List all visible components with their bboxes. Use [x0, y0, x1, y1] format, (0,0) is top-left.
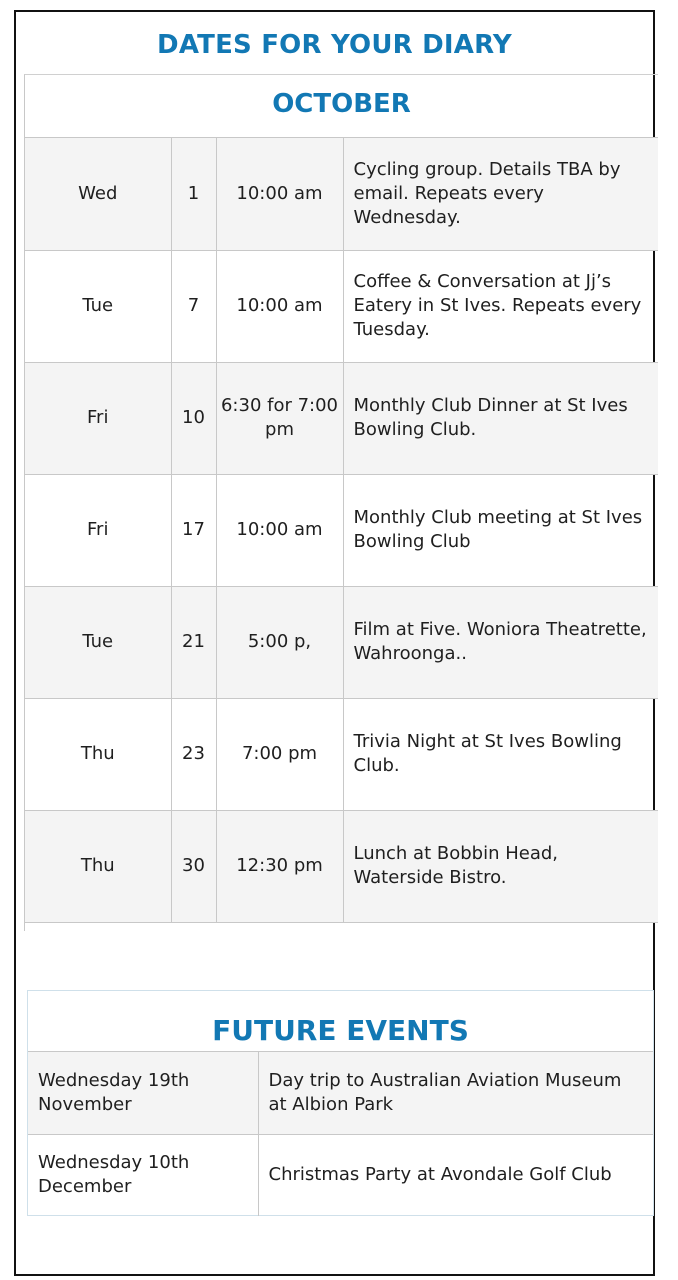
event-time: 10:00 am — [216, 138, 343, 250]
event-day: Tue — [25, 250, 171, 362]
month-heading: OCTOBER — [25, 75, 658, 138]
table-row — [25, 362, 658, 474]
event-time: 10:00 am — [216, 474, 343, 586]
event-description: Monthly Club Dinner at St Ives Bowling Club. — [343, 362, 658, 474]
october-events-table — [24, 74, 658, 931]
event-day: Thu — [25, 698, 171, 810]
table-row — [25, 698, 658, 810]
table-row — [28, 1134, 653, 1216]
event-day: Thu — [25, 810, 171, 922]
event-date: 7 — [171, 250, 216, 362]
event-date: 30 — [171, 810, 216, 922]
event-day: Fri — [25, 474, 171, 586]
future-event-date: Wednesday 10th December — [28, 1134, 258, 1216]
future-events-heading: FUTURE EVENTS — [28, 991, 653, 1052]
future-table — [28, 1052, 653, 1216]
page-title: DATES FOR YOUR DIARY — [157, 30, 512, 60]
event-description: Trivia Night at St Ives Bowling Club. — [343, 698, 658, 810]
table-row — [28, 1052, 653, 1134]
future-event-description: Day trip to Australian Aviation Museum at Albion Park — [258, 1052, 653, 1134]
table-row — [25, 810, 658, 922]
event-day: Wed — [25, 138, 171, 250]
event-date: 21 — [171, 586, 216, 698]
event-description: Cycling group. Details TBA by email. Repeats every Wednesday. — [343, 138, 658, 250]
event-time: 6:30 for 7:00 pm — [216, 362, 343, 474]
event-date: 1 — [171, 138, 216, 250]
event-time: 7:00 pm — [216, 698, 343, 810]
event-time: 10:00 am — [216, 250, 343, 362]
table-row — [25, 138, 658, 250]
event-description: Coffee & Conversation at Jj’s Eatery in St Ives. Repeats every Tuesday. — [343, 250, 658, 362]
table-row — [25, 474, 658, 586]
event-description: Film at Five. Woniora Theatrette, Wahroonga.. — [343, 586, 658, 698]
event-description: Monthly Club meeting at St Ives Bowling Club — [343, 474, 658, 586]
table-row — [25, 586, 658, 698]
future-events-table — [27, 990, 654, 1216]
event-time: 5:00 p, — [216, 586, 343, 698]
table-row — [25, 250, 658, 362]
event-date: 23 — [171, 698, 216, 810]
event-day: Fri — [25, 362, 171, 474]
event-date: 10 — [171, 362, 216, 474]
events-table — [25, 138, 658, 923]
future-event-date: Wednesday 19th November — [28, 1052, 258, 1134]
event-description: Lunch at Bobbin Head, Waterside Bistro. — [343, 810, 658, 922]
event-day: Tue — [25, 586, 171, 698]
event-date: 17 — [171, 474, 216, 586]
future-event-description: Christmas Party at Avondale Golf Club — [268, 1164, 612, 1186]
event-time: 12:30 pm — [216, 810, 343, 922]
newsletter-panel — [14, 10, 655, 1276]
